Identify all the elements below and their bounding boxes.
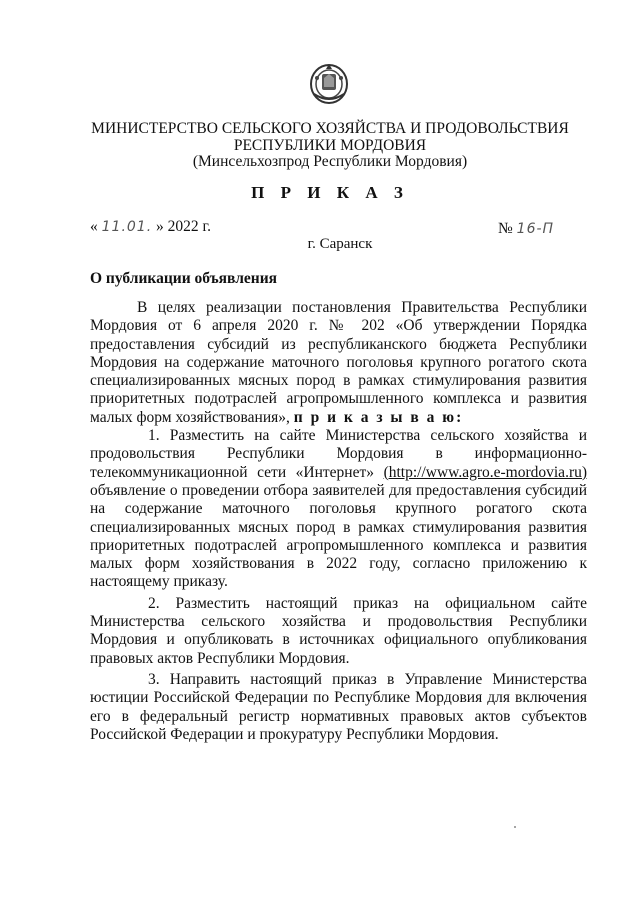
item-3-paragraph: 3. Направить настоящий приказ в Управление Министерства юстиции Российской Федерации по Республике Мордовия для включения его в федеральный регистр нормативных правовых актов субъектов Российской Федерации и прокуратуру Республики Мордовия. (90, 670, 587, 743)
coat-of-arms-emblem-icon (308, 60, 350, 106)
item-2-paragraph: 2. Разместить настоящий приказ на официальном сайте Министерства сельского хозяйства и продовольствия Республики Мордовия и опубликовать в источниках официального опубликования правовых актов Республики Мордовия. (90, 594, 587, 667)
item-1-paragraph (90, 427, 587, 592)
date-year: 2022 г. (167, 218, 212, 235)
scan-speck (514, 826, 516, 828)
date-close-quote: » (156, 218, 164, 235)
order-verb: п р и к а з ы в а ю: (293, 408, 464, 426)
item-1-text: 1. Разместить на сайте Министерства сельского хозяйства и продовольствия Республики Мордовия в информационно-телекоммуникационной сети «Интернет» (90, 427, 587, 481)
ministry-name-line2: РЕСПУБЛИКИ МОРДОВИЯ (233, 137, 427, 154)
intro-text: В целях реализации постановления Правительства Республики Мордовия от 6 апреля 2020 г. № 202 «Об утверждении Порядка предоставления субсидий из республиканского бюджета Республики Мордовия на содержание маточного поголовья крупного рогатого скота специализированных мясных пород в рамках стимулирования развития приоритетных подотраслей агропромышленного комплекса и развития малых форм хозяйствования», (90, 299, 587, 426)
order-date (90, 218, 211, 236)
date-open-quote: « (90, 218, 98, 235)
ministry-name-line1: МИНИСТЕРСТВО СЕЛЬСКОГО ХОЗЯЙСТВА И ПРОДОВОЛЬСТВИЯ (91, 120, 569, 137)
ministry-short-name: (Минсельхозпрод Республики Мордовия) (192, 153, 468, 170)
date-day-handwritten: 11.01. (101, 219, 153, 235)
website-link[interactable]: (http://www.agro.e-mordovia.ru) (383, 463, 588, 481)
number-label: № (498, 220, 513, 237)
document-title: П Р И К А З (251, 183, 409, 202)
intro-paragraph (90, 299, 587, 427)
order-subject: О публикации объявления (90, 270, 278, 287)
city-name: г. Саранск (307, 236, 373, 252)
order-body (90, 299, 587, 744)
number-value-handwritten: 16-П (516, 221, 555, 237)
item-1-continuation: объявление о проведении отбора заявителей для предоставления субсидий на содержание маточного поголовья крупного рогатого скота специализированных мясных пород в рамках стимулирования развития приоритетных подотраслей агропромышленного комплекса и развития малых форм хозяйствования в 2022 году, согласно приложению к настоящему приказу. (90, 481, 587, 591)
